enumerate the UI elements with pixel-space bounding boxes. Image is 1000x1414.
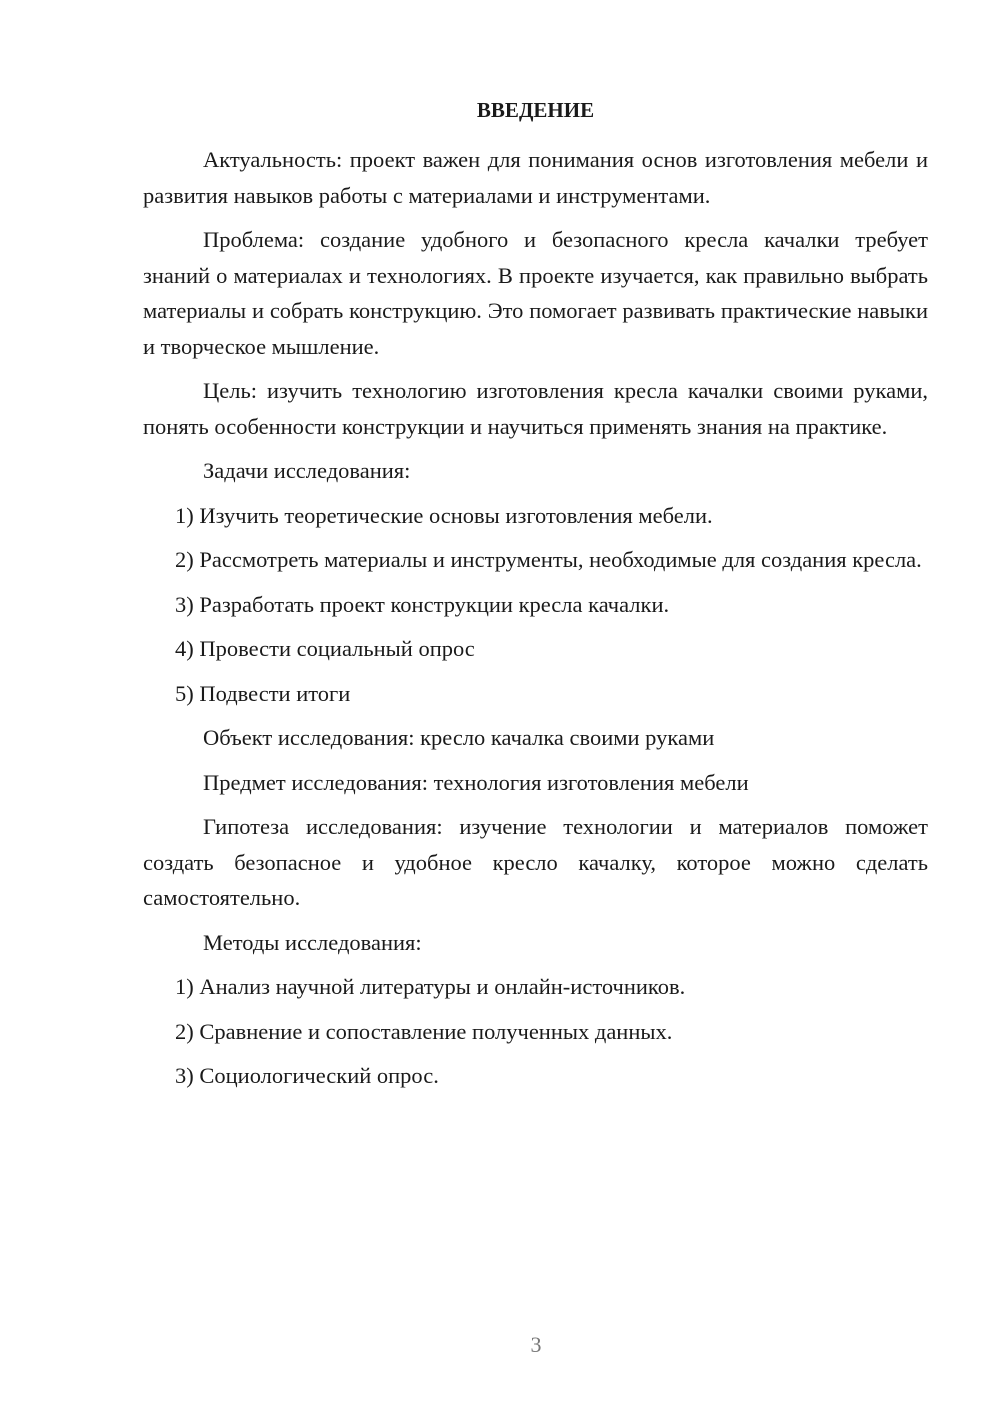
paragraph-goal: Цель: изучить технологию изготовления кресла качалки своими руками, понять особенности конструкции и научиться применять знания на практике. (143, 378, 928, 439)
paragraph-relevance: Актуальность: проект важен для понимания основ изготовления мебели и развития навыков работы с материалами и инструментами. (143, 147, 928, 208)
task-item-1: 1) Изучить теоретические основы изготовления мебели. (175, 502, 713, 528)
method-item-3: 3) Социологический опрос. (175, 1063, 439, 1088)
methods-heading: Методы исследования: (203, 929, 422, 955)
page-content (143, 92, 928, 1103)
task-item-2: 2) Рассмотреть материалы и инструменты, необходимые для создания кресла. (175, 547, 922, 572)
paragraph-object: Объект исследования: кресло качалка своими руками (203, 725, 715, 750)
paragraph-hypothesis: Гипотеза исследования: изучение технологии и материалов поможет создать безопасное и удобное кресло качалку, которое можно сделать самостоятельно. (143, 814, 928, 910)
paragraph-problem: Проблема: создание удобного и безопасного кресла качалки требует знаний о материалах и технологиях. В проекте изучается, как правильно выбрать материалы и собрать конструкцию. Это помогает развивать практические навыки и творческое мышление. (143, 227, 928, 359)
section-title: ВВЕДЕНИЕ (476, 98, 595, 122)
task-item-3: 3) Разработать проект конструкции кресла качалки. (175, 591, 670, 617)
paragraph-subject: Предмет исследования: технология изготовления мебели (203, 769, 749, 795)
page-number: 3 (530, 1332, 542, 1357)
task-item-4: 4) Провести социальный опрос (175, 636, 475, 661)
task-item-5: 5) Подвести итоги (175, 680, 351, 706)
tasks-heading: Задачи исследования: (203, 458, 411, 483)
method-item-1: 1) Анализ научной литературы и онлайн-источников. (175, 974, 686, 999)
method-item-2: 2) Сравнение и сопоставление полученных данных. (175, 1018, 673, 1044)
